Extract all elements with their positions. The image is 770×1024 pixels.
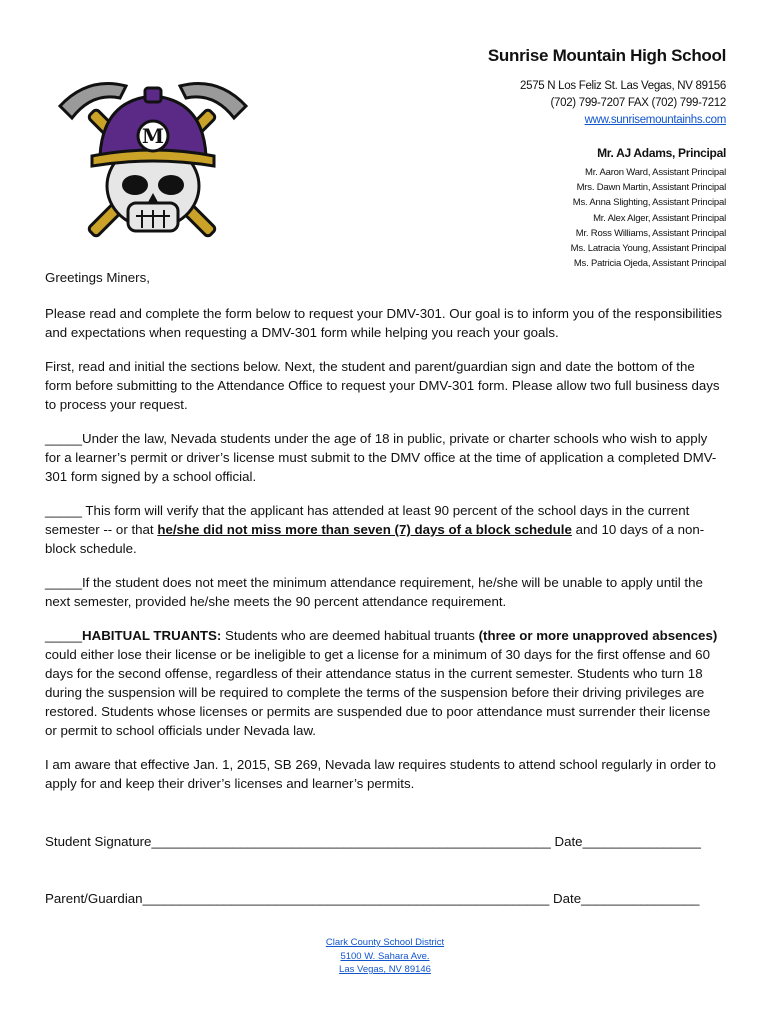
assistant-principal: Mr. Ross Williams, Assistant Principal: [575, 227, 726, 239]
instructions-paragraph: First, read and initial the sections below. Next, the student and parent/guardian sign and date the bottom of the form before submitting to the Attendance Office to request your DMV-301 form. Please allow two full business days to process your request.: [45, 359, 720, 412]
assistant-principal: Mr. Alex Alger, Assistant Principal: [593, 212, 726, 224]
block-schedule-emphasis: he/she did not miss more than seven (7) days of a block schedule: [157, 522, 572, 537]
habitual-truants-heading: HABITUAL TRUANTS:: [81, 628, 222, 643]
miner-skull-logo: [58, 78, 248, 248]
assistant-principal: Ms. Patricia Ojeda, Assistant Principal: [573, 258, 726, 270]
district-street-link[interactable]: 5100 W. Sahara Ave.: [340, 950, 430, 962]
district-city-link[interactable]: Las Vegas, NV 89146: [339, 964, 431, 975]
assistant-principal: Ms. Anna Slighting, Assistant Principal: [572, 197, 726, 209]
assistant-principal: Mrs. Dawn Martin, Assistant Principal: [576, 182, 726, 194]
section-law-requirement: _____Under the law, Nevada students under the age of 18 in public, private or charter schools who wish to apply for a learner’s permit or driver’s license must submit to the DMV office at the time of application a completed DMV-301 form signed by a school official.: [45, 431, 717, 484]
assistant-principal: Mr. Aaron Ward, Assistant Principal: [584, 167, 726, 178]
greeting: Greetings Miners,: [45, 270, 150, 285]
school-address: 2575 N Los Feliz St. Las Vegas, NV 89156: [520, 80, 726, 92]
section-habitual-truants: _____HABITUAL TRUANTS: Students who are deemed habitual truants (three or more unapproved absences) could either lose their license or be ineligible to get a license for a minimum of 30 days for the first offense and 60 days for the second offense, regardless of their attendance status in the current semester. Students who turn 18 during the suspension will be required to complete the terms of the suspension before their driving privileges are restored. Students whose licenses or permits are suspended due to poor attendance must surrender their license or permit to school officials under Nevada law.: [45, 628, 718, 738]
section-minimum-attendance: _____If the student does not meet the minimum attendance requirement, he/she will be unable to apply until the next semester, provided he/she meets the 90 percent attendance requirement.: [45, 575, 703, 609]
principal-name: Mr. AJ Adams, Principal: [597, 146, 726, 160]
section-attendance-verification: _____ This form will verify that the applicant has attended at least 90 percent of the school days in the current semester -- or that he/she did not miss more than seven (7) days of a block schedule and 10 days of a non-block schedule.: [45, 503, 705, 556]
school-phone-fax: (702) 799-7207 FAX (702) 799-7212: [550, 97, 726, 109]
district-name-link[interactable]: Clark County School District: [325, 937, 445, 948]
school-website-link[interactable]: www.sunrisemountainhs.com: [584, 114, 726, 126]
assistant-principal: Ms. Latracia Young, Assistant Principal: [570, 243, 726, 255]
intro-paragraph: Please read and complete the form below to request your DMV-301. Our goal is to inform you of the responsibilities and expectations when requesting a DMV-301 form while helping you reach your goals.: [45, 306, 723, 340]
assistant-principals-list: [488, 165, 726, 271]
letterhead: [488, 46, 726, 271]
unapproved-absences-emphasis: (three or more unapproved absences): [478, 628, 718, 643]
student-signature-line[interactable]: Student Signature______________________________________________________ Date________________: [45, 834, 701, 849]
school-name: Sunrise Mountain High School: [487, 46, 726, 65]
parent-signature-line[interactable]: Parent/Guardian_______________________________________________________ Date________________: [45, 891, 700, 906]
svg-text:M: M: [141, 124, 165, 148]
awareness-statement: I am aware that effective Jan. 1, 2015, SB 269, Nevada law requires students to attend school regularly in order to apply for and keep their driver’s licenses and learner’s permits.: [45, 757, 716, 791]
district-footer: [0, 936, 770, 977]
letter-body: [45, 268, 725, 808]
